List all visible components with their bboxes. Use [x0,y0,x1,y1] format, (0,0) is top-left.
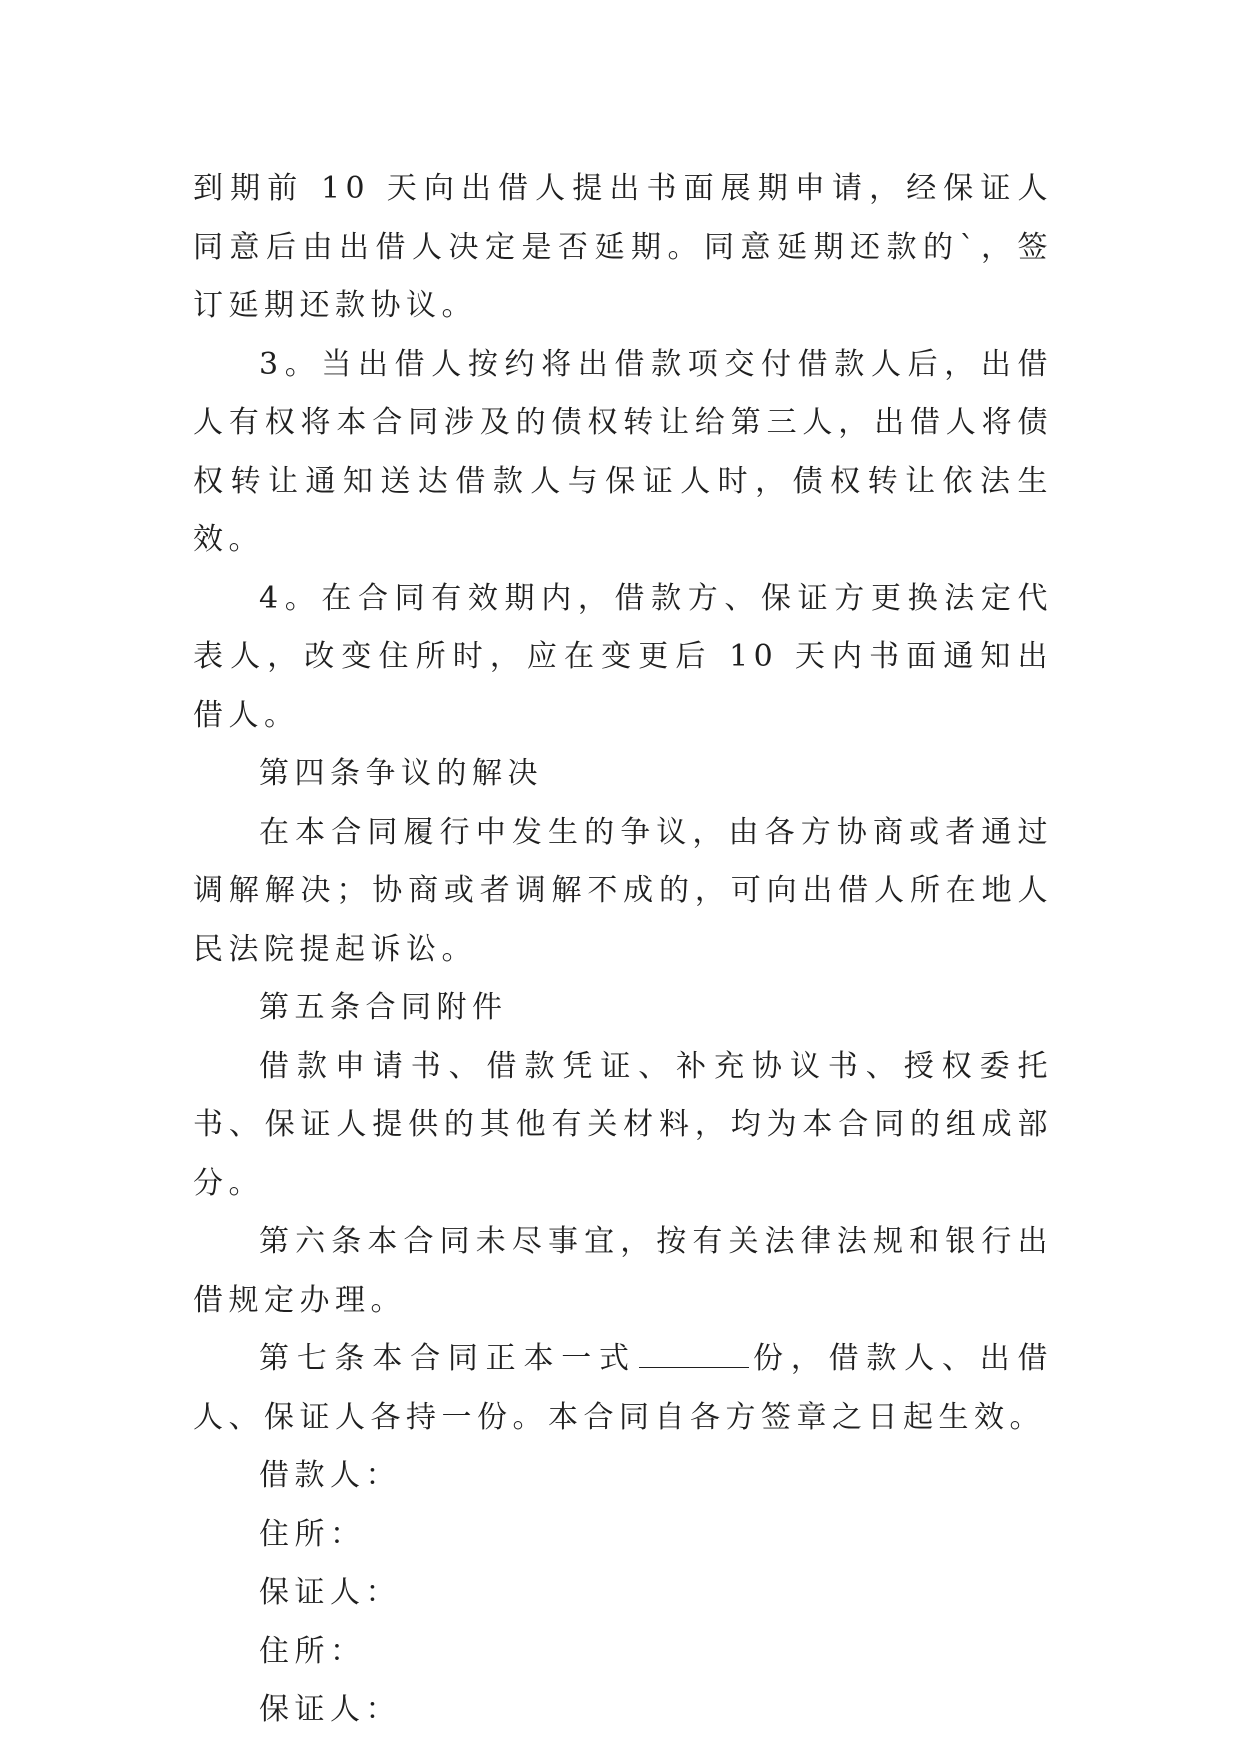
signature-borrower-address: 住所： [259,1516,366,1552]
article-7-text-before: 第七条本合同正本一式 [259,1341,637,1376]
signature-borrower: 借款人： [259,1458,401,1493]
document-body [193,160,1053,1740]
paragraph-dispute-resolution: 在本合同履行中发生的争议，由各方协商或者通过调解解决；协商或者调解不成的，可向出借人所在地人民法院提起诉讼。 [193,814,1053,967]
paragraph-clause-4: 4。在合同有效期内，借款方、保证方更换法定代表人，改变住所时，应在变更后 10 天内书面通知出借人。 [193,580,1053,733]
paragraph-attachments: 借款申请书、借款凭证、补充协议书、授权委托书、保证人提供的其他有关材料，均为本合同的组成部分。 [193,1048,1053,1201]
signature-guarantor: 保证人： [259,1575,401,1610]
copies-blank-field[interactable] [639,1341,749,1368]
paragraph-extension-request: 到期前 10 天向出借人提出书面展期申请，经保证人同意后由出借人决定是否延期。同意延期还款的`，签订延期还款协议。 [193,171,1053,323]
signature-guarantor-address: 住所： [259,1633,366,1669]
signature-guarantor-2: 保证人： [259,1692,401,1727]
paragraph-article-7 [193,1330,1053,1447]
heading-article-5: 第五条合同附件 [259,990,508,1025]
heading-article-4: 第四条争议的解决 [259,756,543,791]
paragraph-clause-3: 3。当出借人按约将出借款项交付借款人后，出借人有权将本合同涉及的债权转让给第三人，出借人将债权转让通知送达借款人与保证人时，债权转让依法生效。 [193,346,1053,557]
paragraph-article-6: 第六条本合同未尽事宜，按有关法律法规和银行出借规定办理。 [193,1224,1053,1318]
article-7-text-after: 份，借款人、出借人、保证人各持一份。本合同自各方签章之日起生效。 [193,1341,1054,1435]
